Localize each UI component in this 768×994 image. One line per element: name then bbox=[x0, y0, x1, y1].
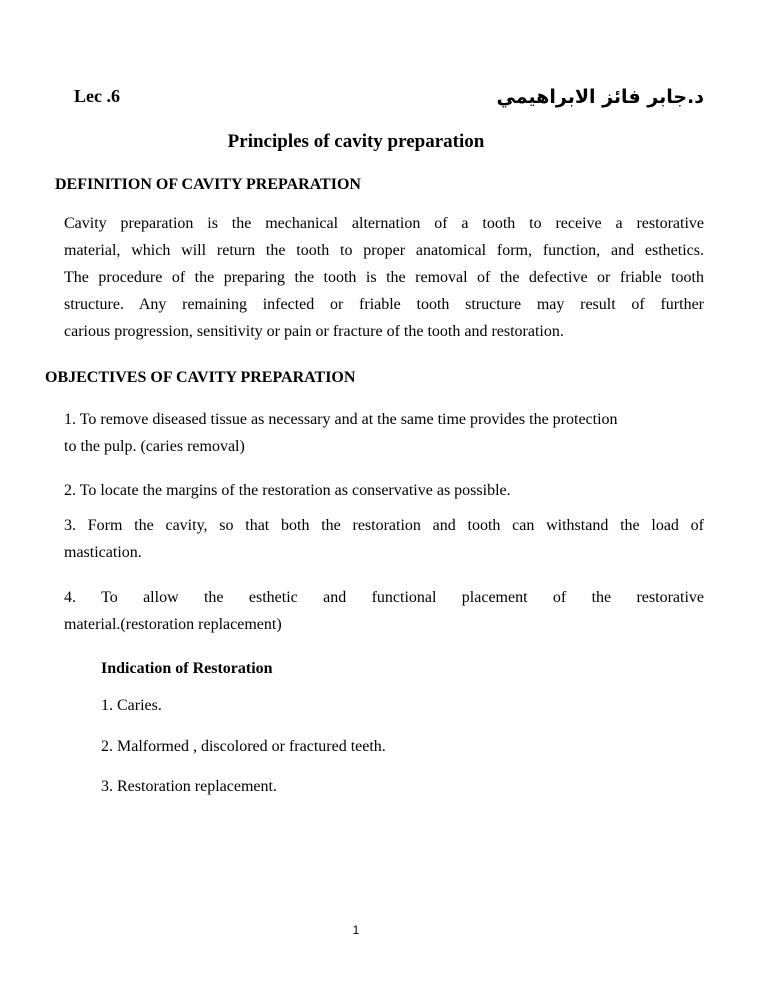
page-number: 1 bbox=[352, 923, 360, 937]
definition-line: material, which will return the tooth to proper anatomical form, function, and esthetics. bbox=[64, 242, 704, 259]
author-name: د.جابر فائز الابراهيمي bbox=[496, 86, 704, 108]
objectives-heading: OBJECTIVES OF CAVITY PREPARATION bbox=[45, 369, 356, 386]
lecture-number: Lec .6 bbox=[74, 86, 120, 106]
indication-item: 1. Caries. bbox=[101, 697, 162, 714]
objective-line: mastication. bbox=[64, 544, 142, 561]
objective-line: 1. To remove diseased tissue as necessary and at the same time provides the protection bbox=[64, 411, 618, 428]
objective-item bbox=[64, 584, 704, 638]
indication-heading: Indication of Restoration bbox=[101, 660, 273, 677]
definition-line: structure. Any remaining infected or friable tooth structure may result of further bbox=[64, 296, 704, 313]
objective-item bbox=[64, 477, 704, 504]
objective-line: to the pulp. (caries removal) bbox=[64, 438, 245, 455]
objective-item bbox=[64, 406, 704, 460]
definition-line: Cavity preparation is the mechanical alternation of a tooth to receive a restorative bbox=[64, 215, 704, 232]
page-title: Principles of cavity preparation bbox=[227, 131, 485, 152]
definition-paragraph bbox=[64, 210, 704, 345]
definition-heading: DEFINITION OF CAVITY PREPARATION bbox=[55, 176, 361, 193]
definition-line: The procedure of the preparing the tooth is the removal of the defective or friable tooth bbox=[64, 269, 704, 286]
objective-line: material.(restoration replacement) bbox=[64, 616, 282, 633]
indication-item: 2. Malformed , discolored or fractured teeth. bbox=[101, 738, 386, 755]
objective-item bbox=[64, 512, 704, 566]
objective-line: 3. Form the cavity, so that both the restoration and tooth can withstand the load of bbox=[64, 517, 704, 534]
definition-line: carious progression, sensitivity or pain or fracture of the tooth and restoration. bbox=[64, 323, 564, 340]
objective-line: 4. To allow the esthetic and functional placement of the restorative bbox=[64, 589, 704, 606]
indication-item: 3. Restoration replacement. bbox=[101, 778, 277, 795]
objective-line: 2. To locate the margins of the restoration as conservative as possible. bbox=[64, 482, 511, 499]
